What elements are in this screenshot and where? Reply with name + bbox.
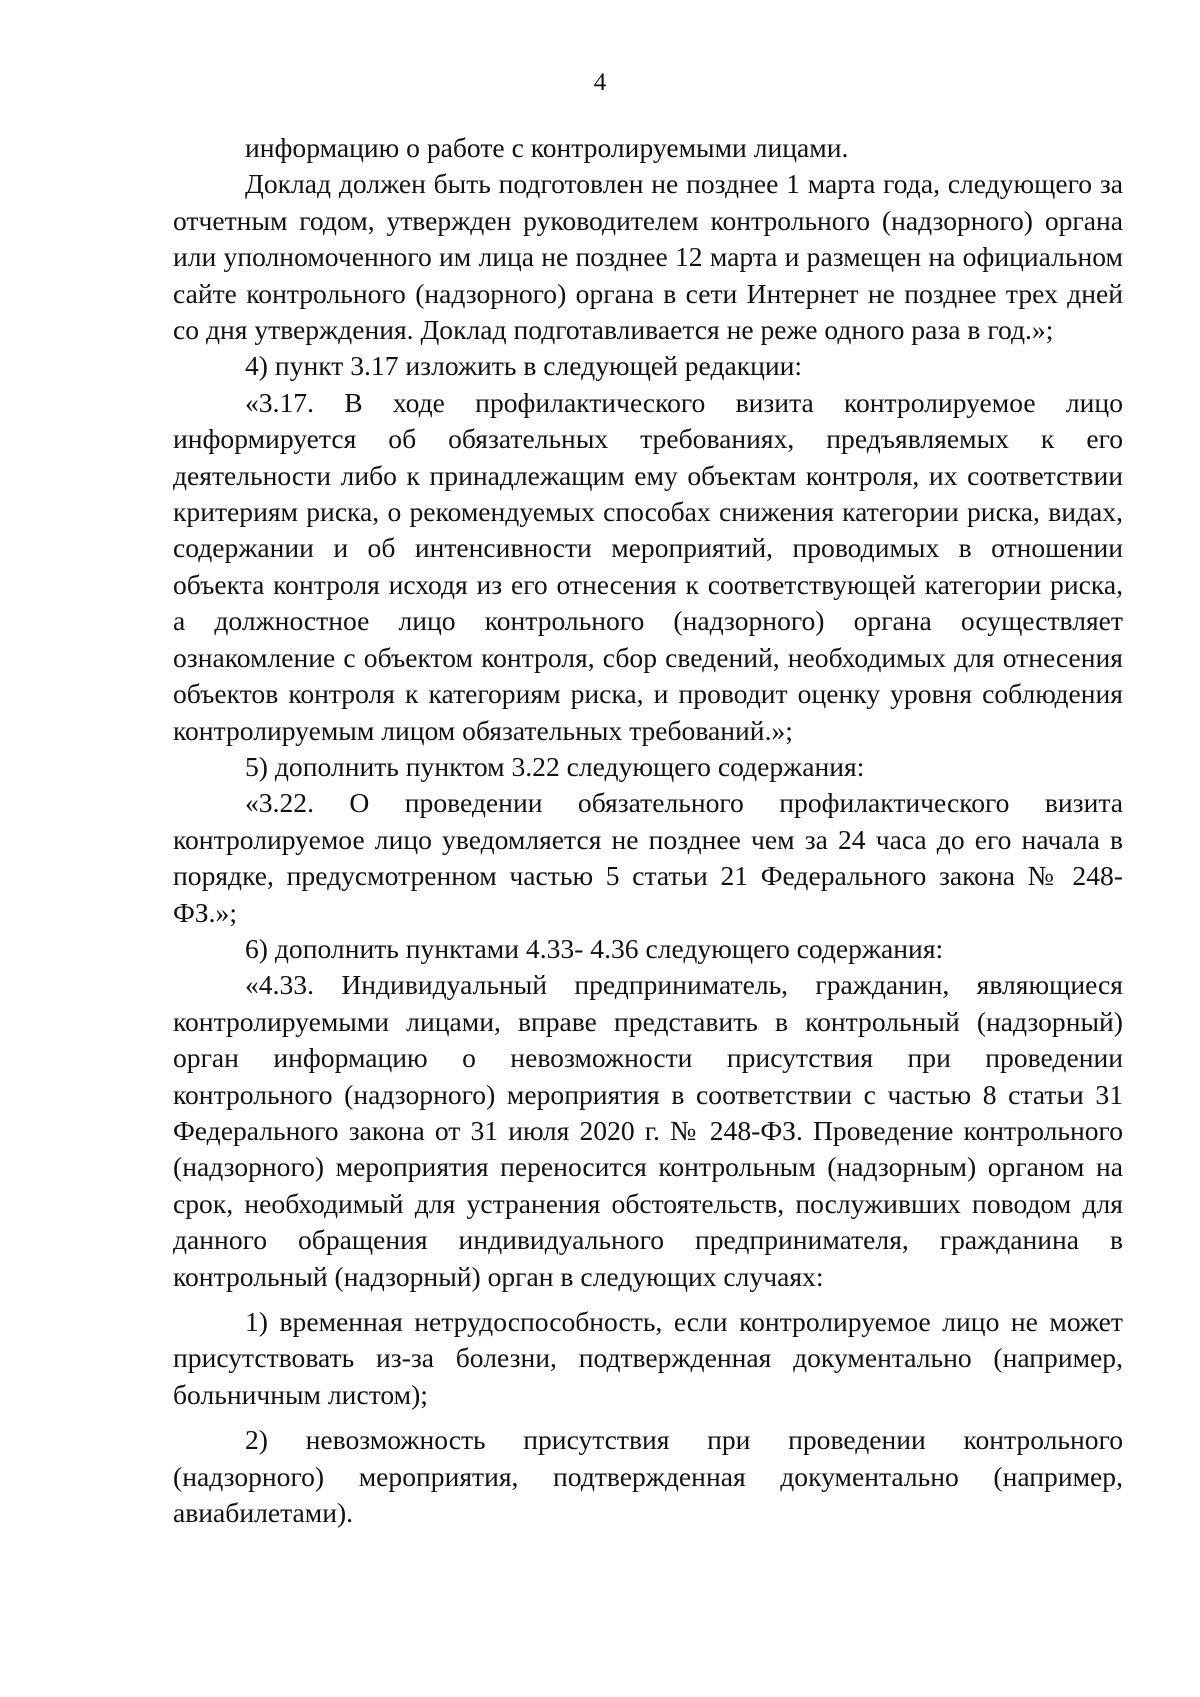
paragraph-clause-3-17: «3.17. В ходе профилактического визита контролируемое лицо информируется об обязательных требованиях, предъявляемых к его деятельности либо к принадлежащим ему объектам контроля, их соответствии критериям риска, о рекомендуемых способах снижения категории риска, видах, содержании и об интенсивности мероприятий, проводимых в отношении объекта контроля исходя из его отнесения к соответствующей категории риска, а должностное лицо контрольного (надзорного) органа осуществляет ознакомление с объектом контроля, сбор сведений, необходимых для отнесения объектов контроля к категориям риска, и проводит оценку уровня соблюдения контролируемым лицом обязательных требований.»;	[173, 386, 1123, 746]
paragraph-report-deadline: Доклад должен быть подготовлен не позднее 1 марта года, следующего за отчетным годом, утвержден руководителем контрольного (надзорного) органа или уполномоченного им лица не позднее 12 марта и размещен на официальном сайте контрольного (надзорного) органа в сети Интернет не позднее трех дней со дня утверждения. Доклад подготавливается не реже одного раза в год.»;	[173, 168, 1123, 346]
paragraph-item-6: 6) дополнить пунктами 4.33- 4.36 следующего содержания:	[245, 932, 944, 964]
paragraph-clause-3-22: «3.22. О проведении обязательного профилактического визита контролируемое лицо уведомляется не позднее чем за 24 часа до его начала в порядке, предусмотренном частью 5 статьи 21 Федерального закона № 248-ФЗ.»;	[173, 787, 1123, 928]
paragraph-case-2: 2) невозможность присутствия при проведении контрольного (надзорного) мероприятия, подтвержденная документально (например, авиабилетами).	[173, 1424, 1123, 1529]
paragraph-case-1: 1) временная нетрудоспособность, если контролируемое лицо не может присутствовать из-за болезни, подтвержденная документально (например, больничным листом);	[173, 1306, 1123, 1410]
paragraph-clause-4-33: «4.33. Индивидуальный предприниматель, гражданин, являющиеся контролируемыми лицами, вправе представить в контрольный (надзорный) орган информацию о невозможности присутствия при проведении контрольного (надзорного) мероприятия в соответствии с частью 8 статьи 31 Федерального закона от 31 июля 2020 г. № 248-ФЗ. Проведение контрольного (надзорного) мероприятия переносится контрольным (надзорным) органом на срок, необходимый для устранения обстоятельств, послуживших поводом для данного обращения индивидуального предпринимателя, гражданина в контрольный (надзорный) орган в следующих случаях:	[173, 969, 1123, 1292]
paragraph-continuation: информацию о работе с контролируемыми лицами.	[245, 132, 849, 163]
document-body	[173, 130, 1123, 1531]
page-number: 4	[593, 69, 607, 96]
paragraph-item-5: 5) дополнить пунктом 3.22 следующего содержания:	[245, 750, 865, 782]
paragraph-item-4: 4) пункт 3.17 изложить в следующей редакции:	[245, 350, 803, 382]
